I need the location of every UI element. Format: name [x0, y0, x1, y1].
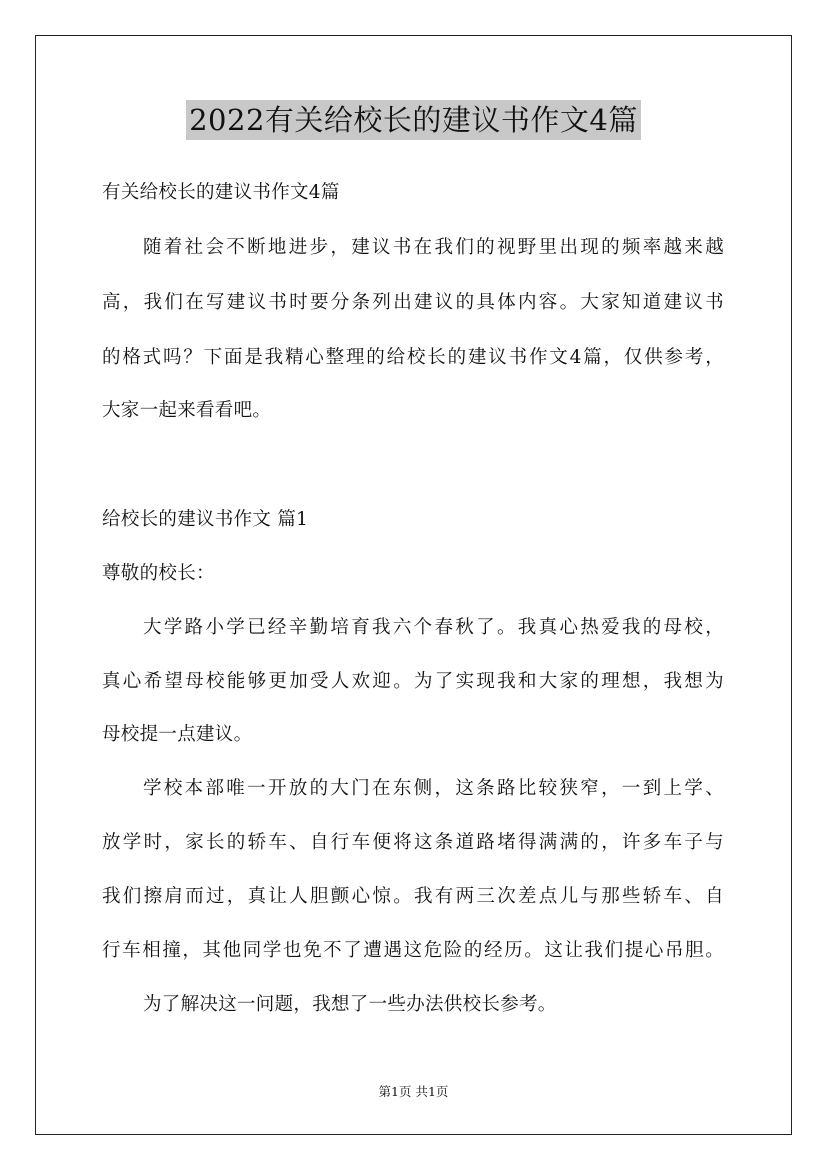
paragraph3-line-1: 为了解决这一问题，我想了一些办法供校长参考。 — [143, 994, 557, 1015]
intro-line-2: 高，我们在写建议书时要分条列出建议的具体内容。大家知道建议书 — [102, 292, 724, 313]
subtitle: 有关给校长的建议书作文4篇 — [102, 182, 340, 203]
intro-line-3: 的格式吗？下面是我精心整理的给校长的建议书作文4篇，仅供参考， — [102, 347, 724, 368]
title-container — [0, 100, 827, 140]
paragraph2-line-1: 学校本部唯一开放的大门在东侧，这条路比较狭窄，一到上学、 — [143, 778, 724, 799]
paragraph1-line-3: 母校提一点建议。 — [102, 724, 253, 745]
paragraph1-line-2: 真心希望母校能够更加受人欢迎。为了实现我和大家的理想，我想为 — [102, 671, 724, 692]
intro-line-1: 随着社会不断地进步，建议书在我们的视野里出现的频率越来越 — [143, 237, 724, 258]
section-heading: 给校长的建议书作文 篇1 — [102, 509, 309, 530]
paragraph2-line-3: 我们擦肩而过，真让人胆颤心惊。我有两三次差点儿与那些轿车、自 — [102, 886, 724, 907]
document-title: 2022有关给校长的建议书作文4篇 — [186, 100, 641, 140]
paragraph1-line-1: 大学路小学已经辛勤培育我六个春秋了。我真心热爱我的母校， — [143, 617, 724, 638]
paragraph2-line-4: 行车相撞，其他同学也免不了遭遇这危险的经历。这让我们提心吊胆。 — [102, 940, 724, 961]
paragraph2-line-2: 放学时，家长的轿车、自行车便将这条道路堵得满满的，许多车子与 — [102, 832, 724, 853]
page-footer: 第1页 共1页 — [378, 1084, 449, 1099]
salutation: 尊敬的校长： — [102, 563, 215, 584]
intro-line-4: 大家一起来看看吧。 — [102, 400, 272, 421]
